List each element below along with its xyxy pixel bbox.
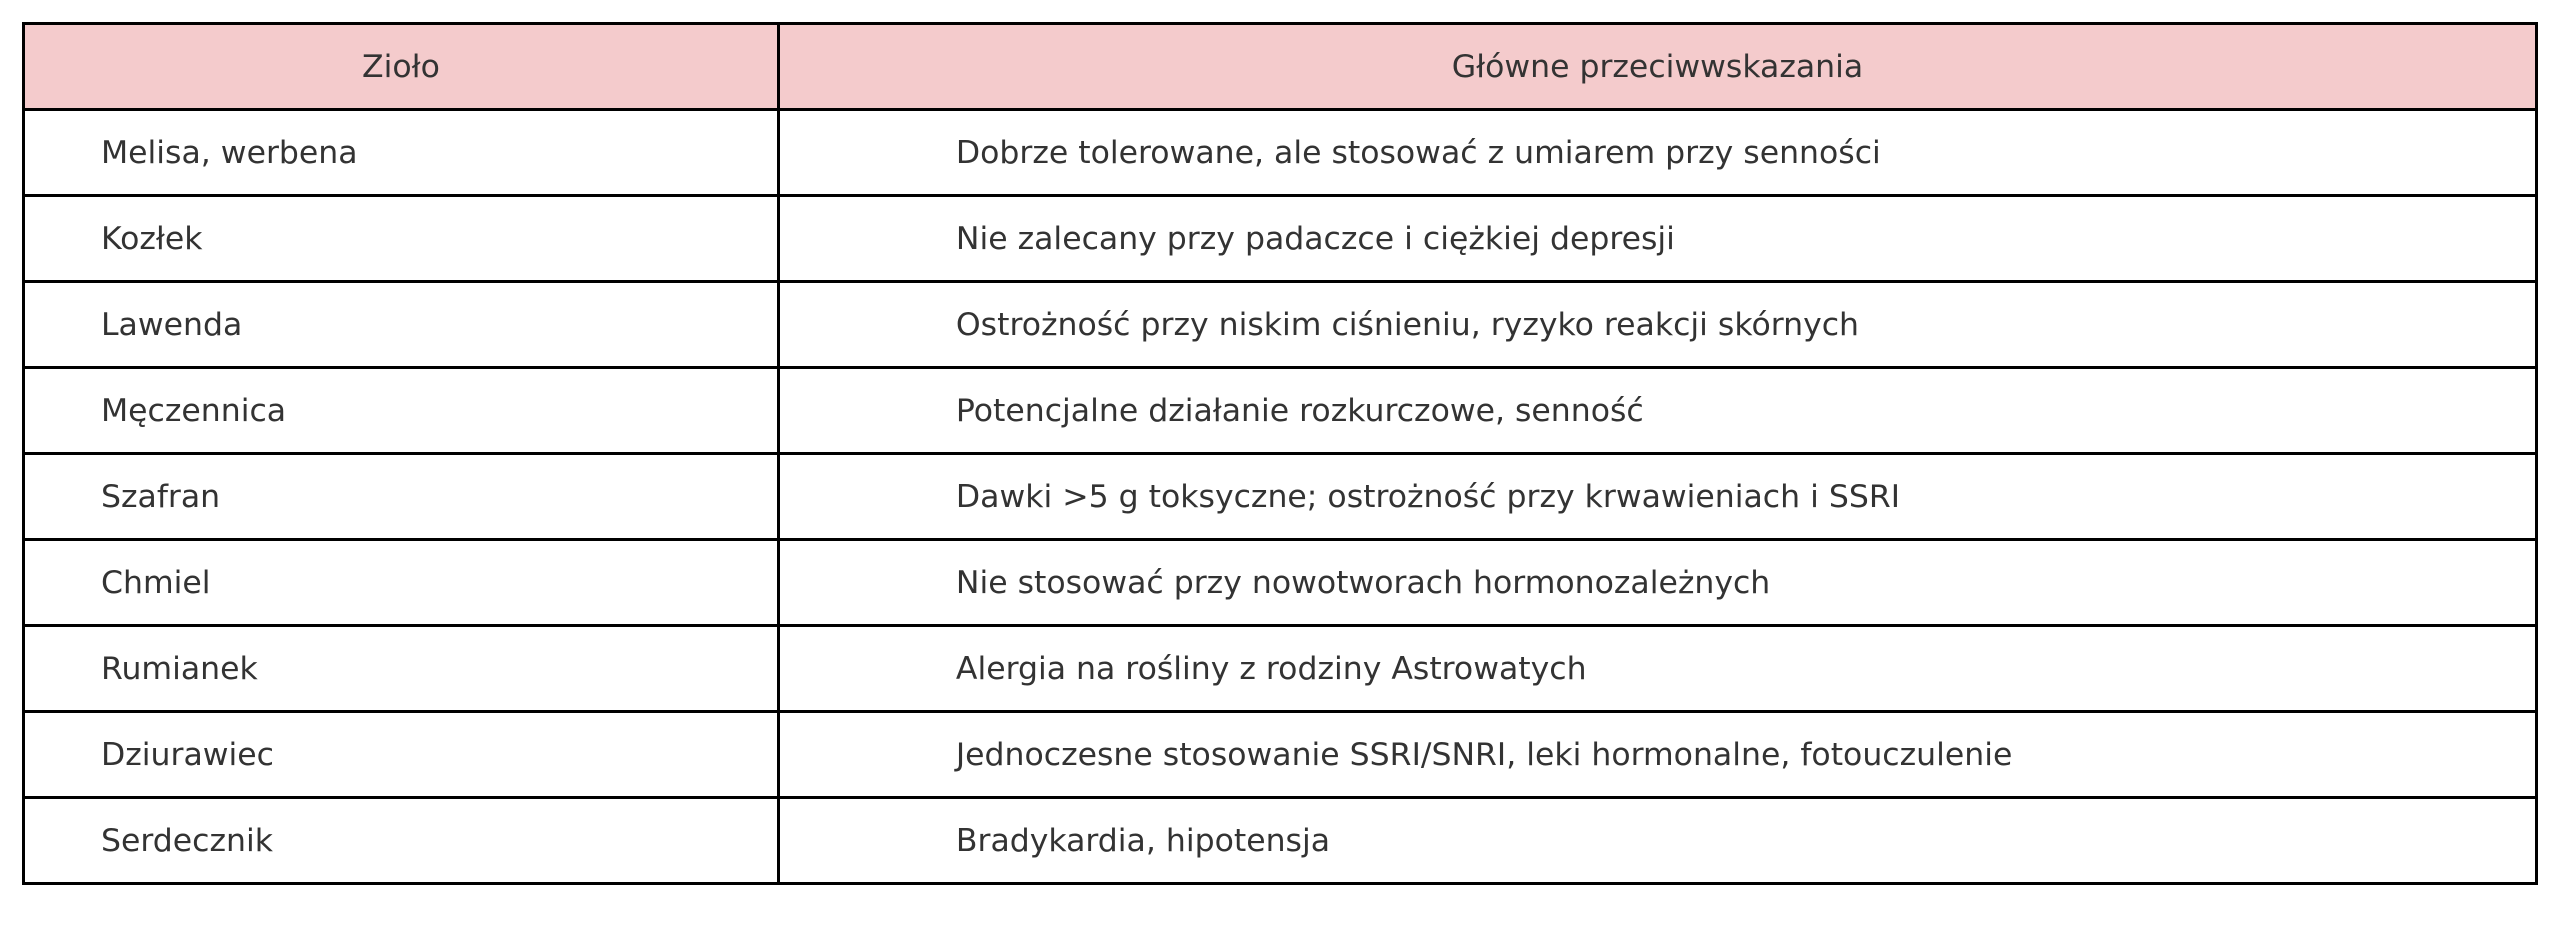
herb-cell: Chmiel (24, 540, 779, 626)
contraindications-cell: Nie stosować przy nowotworach hormonozależnych (778, 540, 2536, 626)
contraindications-cell: Potencjalne działanie rozkurczowe, senność (778, 368, 2536, 454)
table-row (24, 626, 2537, 712)
contraindications-cell: Ostrożność przy niskim ciśnieniu, ryzyko reakcji skórnych (778, 282, 2536, 368)
table-row (24, 282, 2537, 368)
herb-cell: Melisa, werbena (24, 110, 779, 196)
table-row (24, 540, 2537, 626)
herb-cell: Szafran (24, 454, 779, 540)
contraindications-cell: Bradykardia, hipotensja (778, 798, 2536, 884)
table-header-row (24, 24, 2537, 110)
table-row (24, 196, 2537, 282)
table-row (24, 368, 2537, 454)
herb-cell: Lawenda (24, 282, 779, 368)
table-row (24, 110, 2537, 196)
contraindications-cell: Dobrze tolerowane, ale stosować z umiarem przy senności (778, 110, 2536, 196)
contraindications-cell: Nie zalecany przy padaczce i ciężkiej depresji (778, 196, 2536, 282)
herb-cell: Męczennica (24, 368, 779, 454)
table-row (24, 798, 2537, 884)
herb-cell: Kozłek (24, 196, 779, 282)
contraindications-cell: Alergia na rośliny z rodziny Astrowatych (778, 626, 2536, 712)
herb-cell: Rumianek (24, 626, 779, 712)
column-header-herb: Zioło (24, 24, 779, 110)
herb-contraindications-table (22, 22, 2538, 885)
herb-cell: Serdecznik (24, 798, 779, 884)
contraindications-cell: Jednoczesne stosowanie SSRI/SNRI, leki hormonalne, fotouczulenie (778, 712, 2536, 798)
table-row (24, 712, 2537, 798)
table-row (24, 454, 2537, 540)
contraindications-cell: Dawki >5 g toksyczne; ostrożność przy krwawieniach i SSRI (778, 454, 2536, 540)
herb-cell: Dziurawiec (24, 712, 779, 798)
column-header-contraindications: Główne przeciwwskazania (778, 24, 2536, 110)
